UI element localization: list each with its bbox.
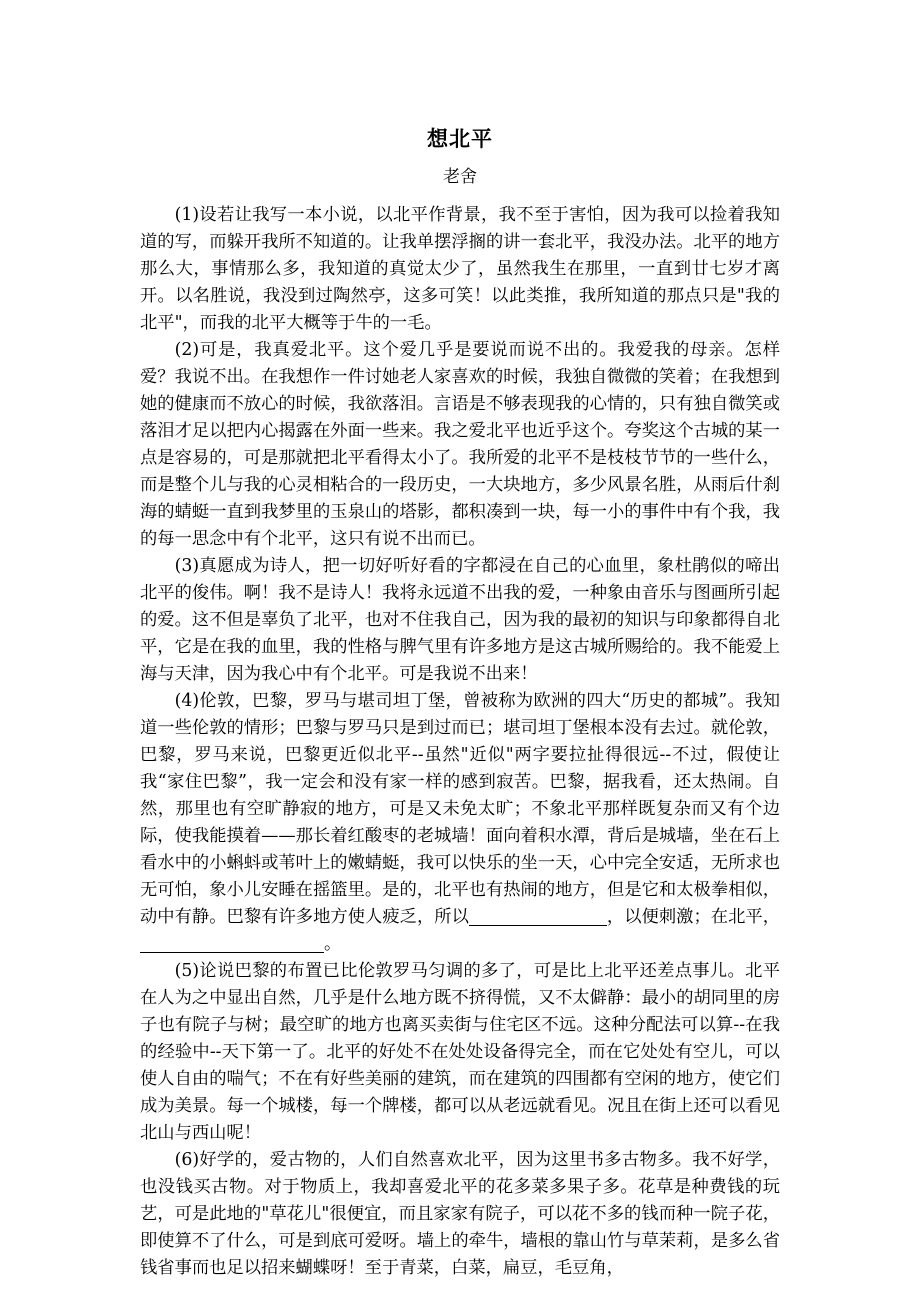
document-body bbox=[140, 202, 780, 1282]
paragraph-3: (3)真愿成为诗人，把一切好听好看的字都浸在自己的心血里，象杜鹃似的啼出北平的俊伟。啊！我不是诗人！我将永远道不出我的爱，一种象由音乐与图画所引起的爱。这不但是辜负了北平，也对不住我自己，因为我的最初的知识与印象都得自北平，它是在我的血里，我的性格与脾气里有许多地方是这古城所赐给的。我不能爱上海与天津，因为我心中有个北平。可是我说不出来！ bbox=[140, 556, 780, 684]
paragraph-4-text: (4)伦敦，巴黎，罗马与堪司坦丁堡，曾被称为欧洲的四大“历史的都城”。我知道一些伦敦的情形；巴黎与罗马只是到过而已；堪司坦丁堡根本没有去过。就伦敦，巴黎，罗马来说，巴黎更近似北平--虽然"近似"两字要拉扯得很远--不过，假使让我“家住巴黎”，我一定会和没有家一样的感到寂苦。巴黎，据我看，还太热闹。自然，那里也有空旷静寂的地方，可是又未免太旷；不象北平那样既复杂而又有个边际，使我能摸着——那长着红酸枣的老城墙！面向着积水潭，背后是城墙，坐在石上看水中的小蝌蚪或苇叶上的嫩蜻蜓，我可以快乐的坐一天，心中完全安适，无所求也无可怕，象小儿安睡在摇篮里。是的，北平也有热闹的地方，但是它和太极拳相似，动中有静。巴黎有许多地方使人疲乏，所以 bbox=[140, 691, 780, 927]
fill-in-blank-2[interactable] bbox=[140, 934, 324, 953]
fill-in-blank-1[interactable] bbox=[469, 907, 607, 926]
paragraph-2: (2)可是，我真爱北平。这个爱几乎是要说而说不出的。我爱我的母亲。怎样爱？我说不出。在我想作一件讨她老人家喜欢的时候，我独自微微的笑着；在我想到她的健康而不放心的时候，我欲落泪。言语是不够表现我的心情的，只有独自微笑或落泪才足以把内心揭露在外面一些来。我之爱北平也近乎这个。夸奖这个古城的某一点是容易的，可是那就把北平看得太小了。我所爱的北平不是枝枝节节的一些什么，而是整个儿与我的心灵相粘合的一段历史，一大块地方，多少风景名胜，从雨后什刹海的蜻蜓一直到我梦里的玉泉山的塔影，都积凑到一块，每一小的事件中有个我，我的每一思念中有个北平，这只有说不出而已。 bbox=[140, 340, 780, 549]
paragraph-4-end: 。 bbox=[324, 934, 342, 954]
paragraph-1: (1)设若让我写一本小说，以北平作背景，我不至于害怕，因为我可以捡着我知道的写，而躲开我所不知道的。让我单摆浮搁的讲一套北平，我没办法。北平的地方那么大，事情那么多，我知道的真觉太少了，虽然我生在那里，一直到廿七岁才离开。以名胜说，我没到过陶然亭，这多可笑！以此类推，我所知道的那点只是"我的北平"，而我的北平大概等于牛的一毛。 bbox=[140, 205, 780, 333]
paragraph-6: (6)好学的，爱古物的，人们自然喜欢北平，因为这里书多古物多。我不好学，也没钱买古物。对于物质上，我却喜爱北平的花多菜多果子多。花草是种费钱的玩艺，可是此地的"草花儿"很便宜，而且家家有院子，可以花不多的钱而种一院子花，即使算不了什么，可是到底可爱呀。墙上的牵牛，墙根的靠山竹与草茉莉，是多么省钱省事而也足以招来蝴蝶呀！至于青菜，白菜，扁豆，毛豆角， bbox=[140, 1150, 780, 1278]
document-title: 想北平 bbox=[427, 127, 493, 151]
document-author: 老舍 bbox=[443, 167, 477, 187]
paragraph-4-middle: ，以便刺激；在北平， bbox=[606, 907, 780, 927]
paragraph-5: (5)论说巴黎的布置已比伦敦罗马匀调的多了，可是比上北平还差点事儿。北平在人为之中显出自然，几乎是什么地方既不挤得慌，又不太僻静：最小的胡同里的房子也有院子与树；最空旷的地方也离买卖街与住宅区不远。这种分配法可以算--在我的经验中--天下第一了。北平的好处不在处处设备得完全，而在它处处有空儿，可以使人自由的喘气；不在有好些美丽的建筑，而在建筑的四围都有空闲的地方，使它们成为美景。每一个城楼，每一个牌楼，都可以从老远就看见。况且在街上还可以看见北山与西山呢！ bbox=[140, 961, 780, 1143]
paragraph-4 bbox=[140, 688, 780, 958]
